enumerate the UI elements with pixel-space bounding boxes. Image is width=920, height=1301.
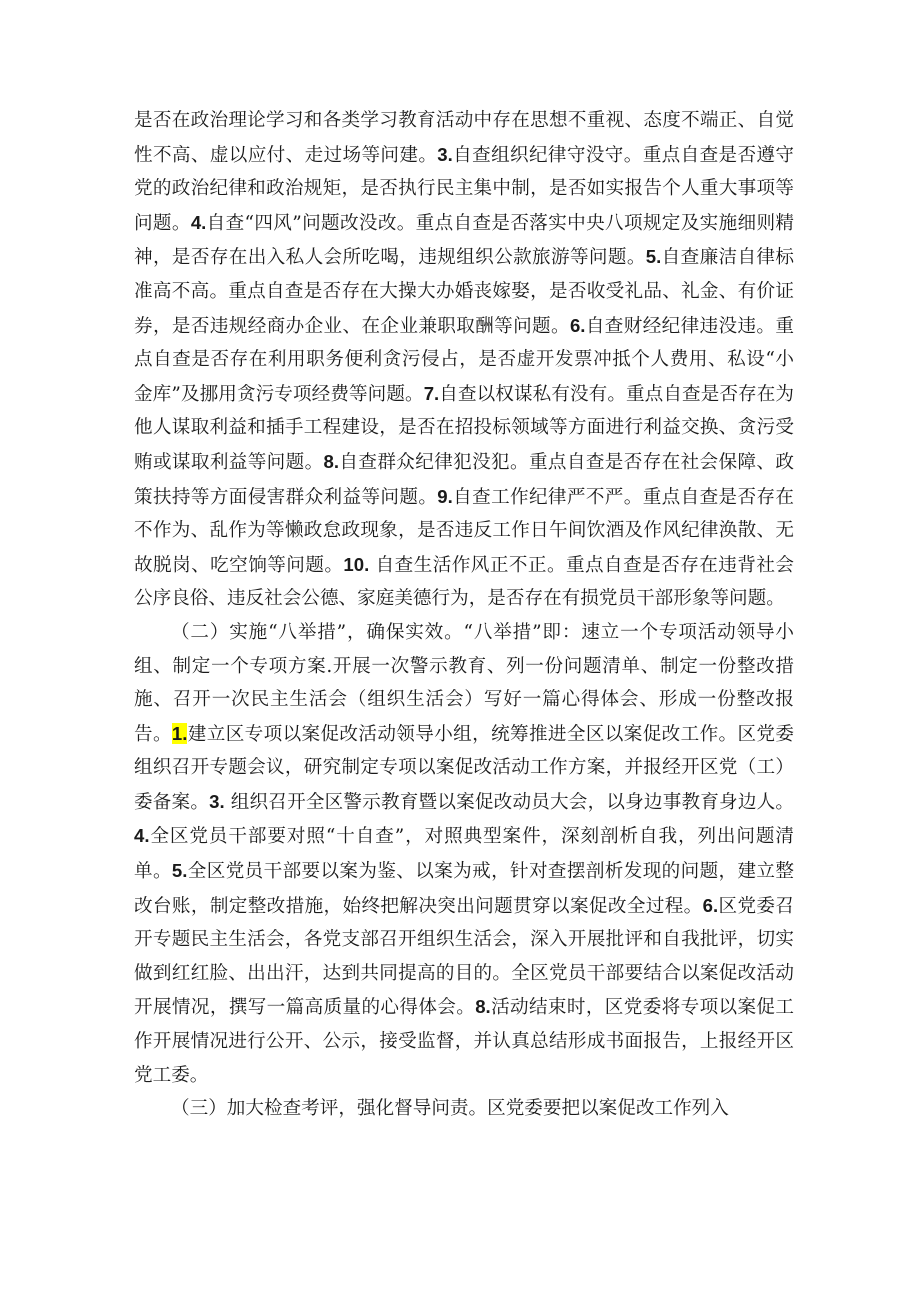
paragraph-text: 自查廉洁自律标准高不高。重点自查是否存在大操大办婚丧嫁娶，是否收受礼品、礼金、有价证券，是否违规经商办企业、在企业兼职取酬等问题。 (134, 247, 794, 337)
paragraph-text: 全区党员干部要对照“十自查”，对照典型案件，深刻剖析自我，列出问题清单。 (134, 826, 794, 883)
paragraph-text: 自查群众纪律犯没犯。重点自查是否存在社会保障、政策扶持等方面侵害群众利益等问题。 (134, 451, 794, 508)
paragraph-text: 自查生活作风正不正。重点自查是否存在违背社会公序良俗、违反社会公德、家庭美德行为，是否存在有损党员干部形象等问题。 (134, 554, 794, 610)
item-number: 6. (569, 314, 586, 336)
item-number: 10. (343, 553, 370, 575)
paragraph-text: 自查组织纪律守没守。重点自查是否遵守党的政治纪律和政治规矩，是否执行民主集中制，是否如实报告个人重大事项等问题。 (134, 144, 794, 234)
paragraph-text: 组织召开全区警示教育暨以案促改动员大会，以身边事教育身边人。 (224, 791, 794, 813)
paragraph-text: 是否在政治理论学习和各类学习教育活动中存在思想不重视、态度不端正、自觉性不高、虚以应付、走过场等问建。 (134, 110, 794, 166)
paragraph-text: 自查“四风”问题改没改。重点自查是否落实中央八项规定及实施细则精神，是否存在出入私人会所吃喝，违规组织公款旅游等问题。 (134, 212, 794, 269)
paragraph-eight-measures (134, 616, 794, 1092)
paragraph-self-check-list (134, 104, 794, 616)
item-number: 5. (171, 860, 188, 882)
paragraph-text: （三）加大检查考评，强化督导问责。区党委要把以案促改工作列入 (171, 1098, 729, 1120)
item-number: 7. (423, 382, 440, 404)
paragraph-text: （二）实施“八举措”，确保实效。“八举措”即：速立一个专项活动领导小组、制定一个专项方案.开展一次警示教育、列一份问题清单、制定一份整改措施、召开一次民主生活会（组织生活会）写好一篇心得体会、形成一份整改报告。 (134, 621, 794, 745)
paragraph-inspection (134, 1092, 794, 1126)
paragraph-text: 自查财经纪律违没违。重点自查是否存在利用职务便利贪污侵占，是否虚开发票冲抵个人费用、私设“小金库”及挪用贪污专项经费等问题。 (134, 315, 794, 405)
item-number: 9. (437, 485, 453, 507)
paragraph-text: 区党委召开专题民主生活会，各党支部召开组织生活会，深入开展批评和自我批评，切实做到红红脸、出出汗，达到共同提高的目的。全区党员干部要结合以案促改活动开展情况，撰写一篇高质量的心得体会。 (134, 895, 794, 1019)
highlighted-item-number: 1. (171, 722, 188, 744)
paragraph-text: 活动结束时，区党委将专项以案促工作开展情况进行公开、公示，接受监督，并认真总结形成书面报告，上报经开区党工委。 (134, 997, 794, 1086)
item-number: 3. (437, 143, 453, 165)
paragraph-text: 自查以权谋私有没有。重点自查是否存在为他人谋取利益和插手工程建设，是否在招投标领域等方面进行利益交换、贪污受贿或谋取利益等问题。 (134, 383, 794, 473)
item-number: 6. (702, 894, 719, 916)
paragraph-text: 建立区专项以案促改活动领导小组，统筹推进全区以案促改工作。区党委组织召开专题会议，研究制定专项以案促改活动工作方案，并报经开区党（工）委备案。 (134, 723, 794, 813)
item-number: 3. (209, 790, 225, 812)
item-number: 8. (475, 996, 491, 1018)
document-page (134, 104, 794, 1126)
paragraph-text: 自查工作纪律严不严。重点自查是否存在不作为、乱作为等懒政怠政现象，是否违反工作日午间饮酒及作风纪律涣散、无故脱岗、吃空饷等问题。 (134, 486, 794, 576)
item-number: 5. (645, 246, 662, 268)
paragraph-text: 全区党员干部要以案为鉴、以案为戒，针对查摆剖析发现的问题，建立整改台账，制定整改措施，始终把解决突出问题贯穿以案促改全过程。 (134, 861, 794, 917)
item-number: 4. (134, 825, 150, 847)
item-number: 8. (323, 450, 340, 472)
item-number: 4. (190, 211, 207, 233)
